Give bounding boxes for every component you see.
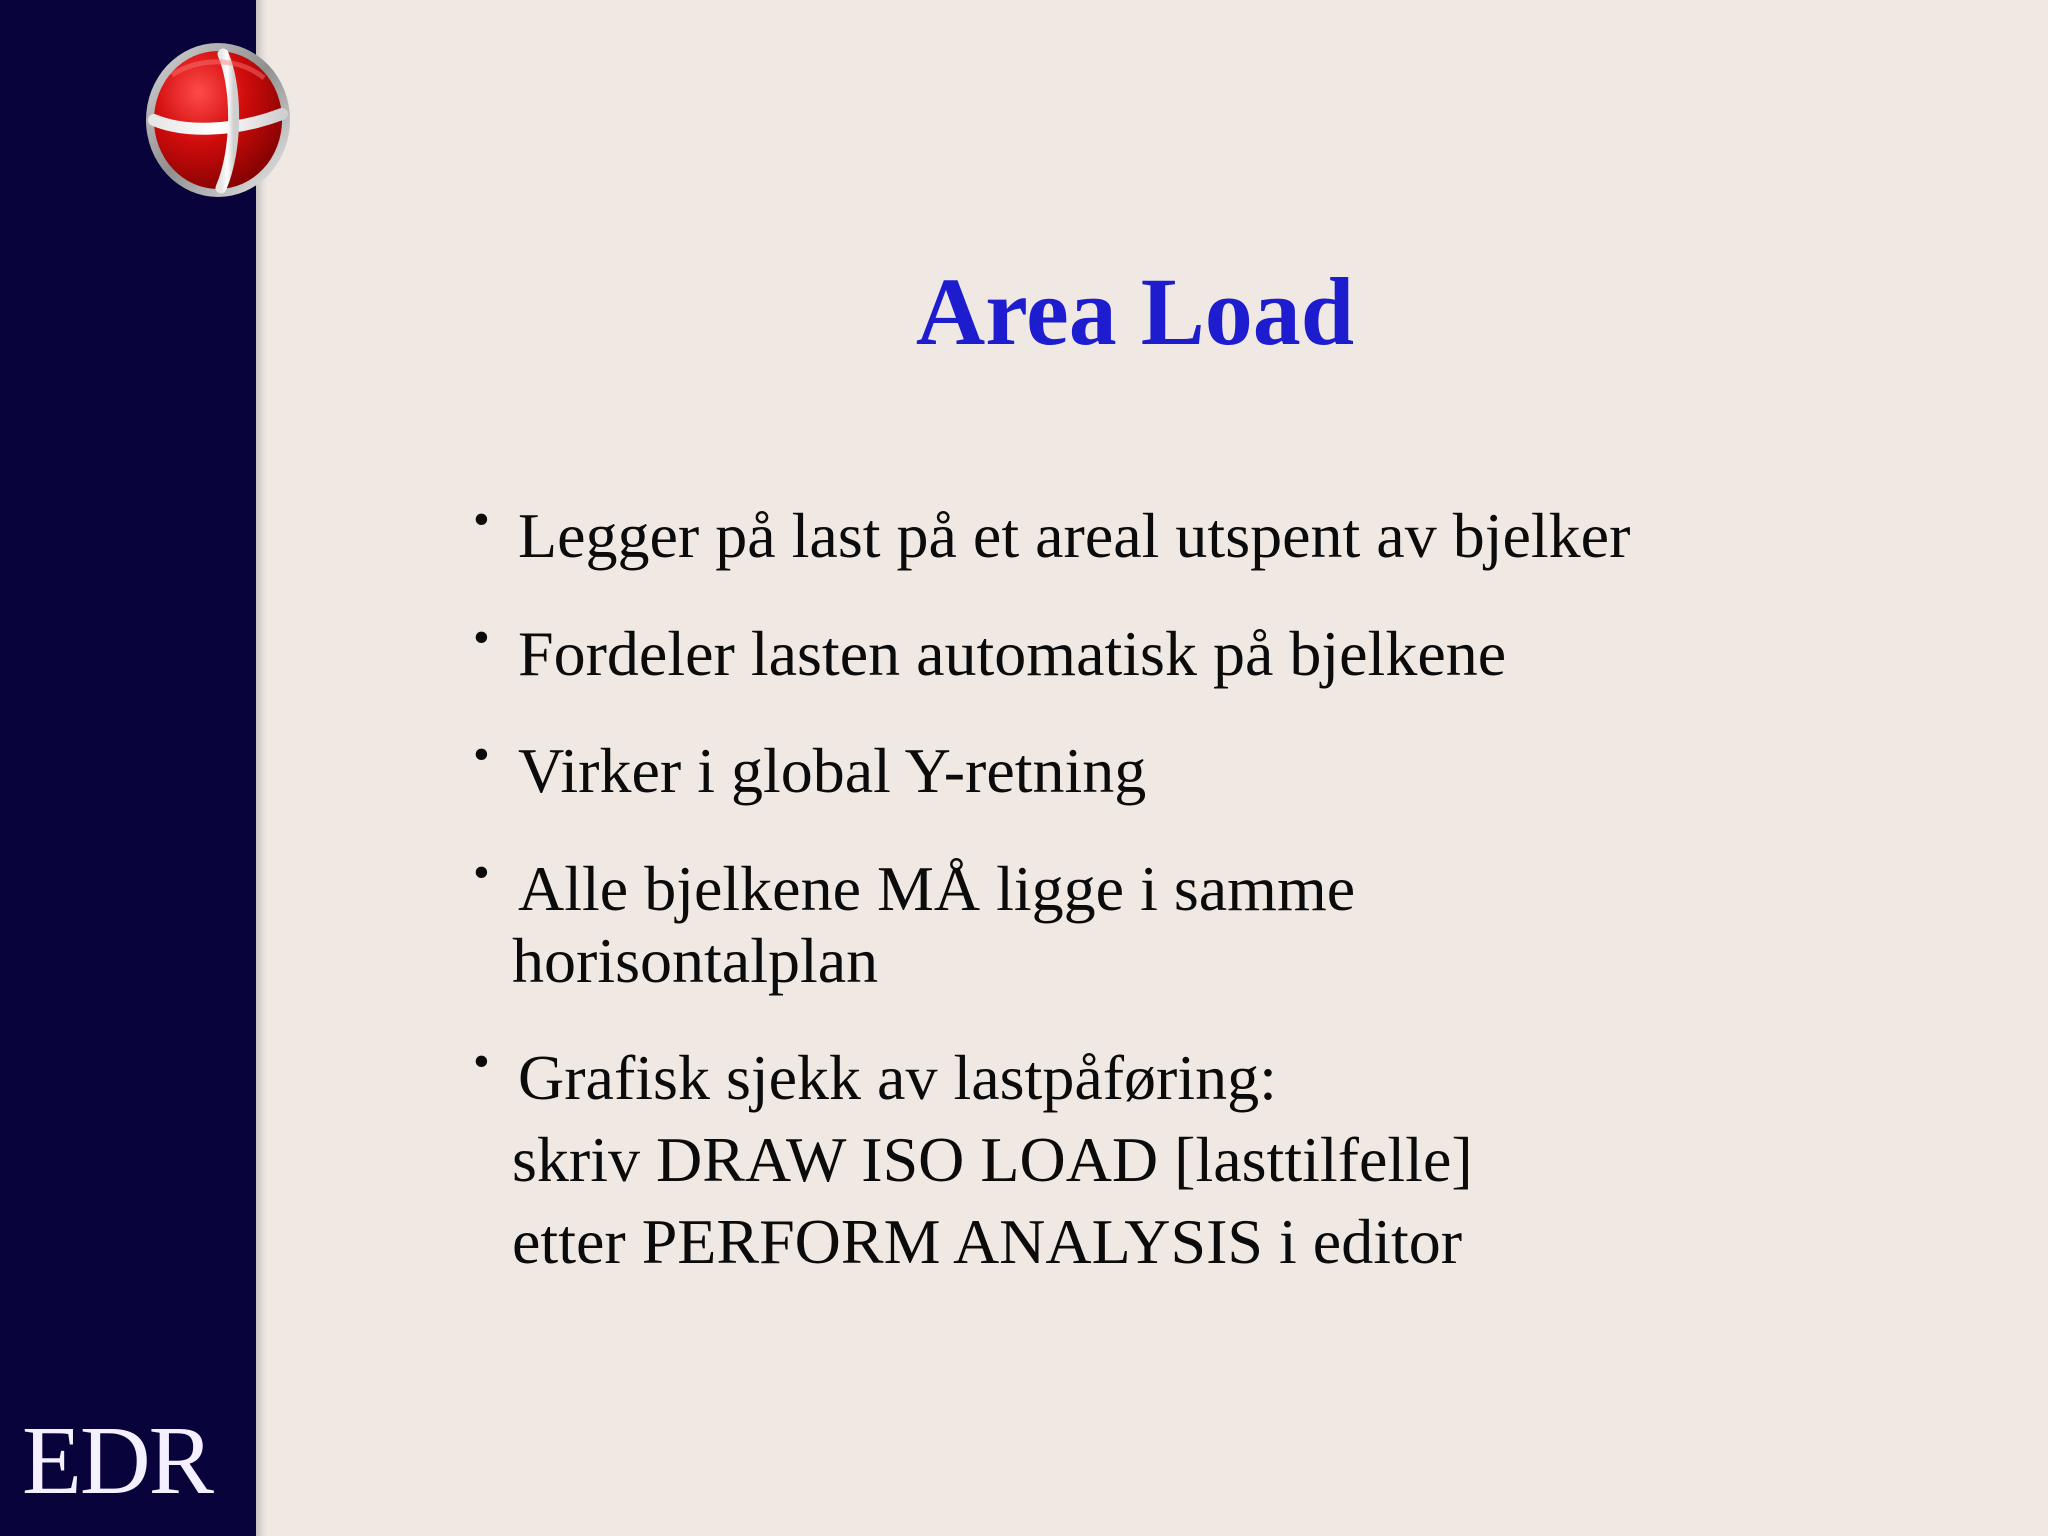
sidebar-shadow-edge — [256, 0, 268, 1536]
bullet-5-line-3: etter PERFORM ANALYSIS i editor — [512, 1205, 1463, 1277]
bullet-4-line-1: • Alle bjelkene MÅ ligge i samme — [518, 853, 1356, 925]
bullet-item-2 — [473, 618, 1973, 690]
bullet-item-3 — [473, 735, 1973, 807]
bullet-1-line-1: • Legger på last på et areal utspent av bjelker — [518, 500, 1631, 571]
bullet-5-line-2: skriv DRAW ISO LOAD [lasttilfelle] — [512, 1124, 1473, 1196]
brand-text: EDR — [22, 1407, 212, 1515]
bullet-item-1 — [473, 500, 1973, 572]
bullet-5-line-1: • Grafisk sjekk av lastpåføring: — [518, 1042, 1277, 1114]
bullet-item-5 — [473, 1042, 1973, 1277]
left-sidebar — [0, 0, 256, 1536]
bullet-3-line-1: • Virker i global Y-retning — [518, 735, 1147, 807]
bullet-item-4 — [473, 853, 1973, 996]
bullet-4-line-2: horisontalplan — [512, 924, 879, 996]
bullet-2-line-1: • Fordeler lasten automatisk på bjelkene — [518, 617, 1507, 689]
page-title: Area Load — [915, 258, 1355, 366]
globe-logo-icon — [142, 40, 294, 200]
bullet-list — [473, 500, 1973, 1277]
